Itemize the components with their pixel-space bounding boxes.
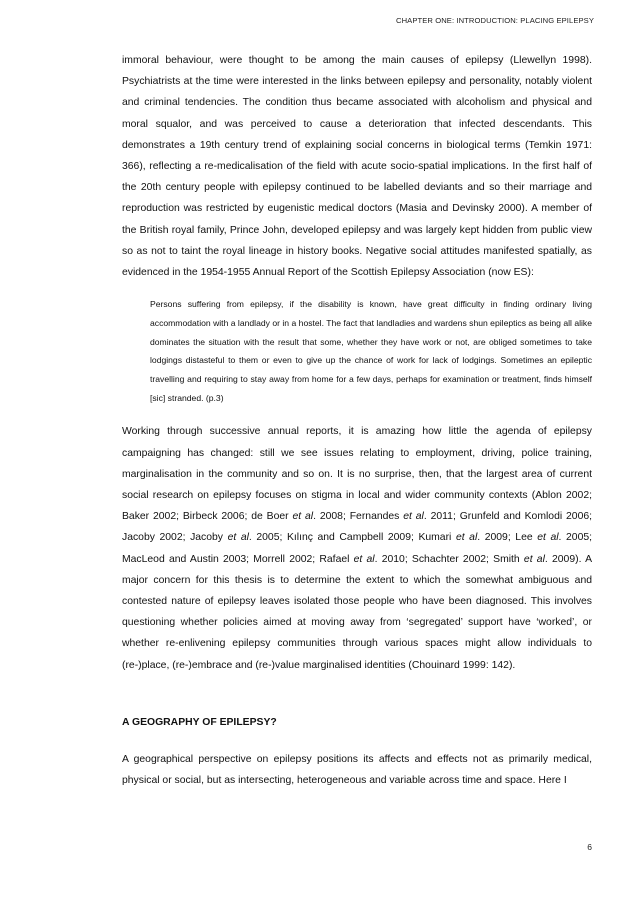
body-paragraph-2 xyxy=(122,421,592,675)
et-al-italic: et al xyxy=(537,532,559,544)
text-run: . 2005; MacLeod and Austin 2003; Morrell 2002; Rafael xyxy=(122,532,593,565)
text-run: . 2009). A major concern for this thesis is to determine the extent to which the somewhat ambiguous and contested nature of epilepsy leaves isolated those people who have been diagnosed. This involves questioning whether policies aimed at moving away from ‘segregated’ support have ‘worked’, or whether re-enlivening epilepsy communities through various spaces might allow individuals to (re-)place, (re-)embrace and (re-)value marginalised identities (Chouinard 1999: 142). xyxy=(122,553,593,671)
running-head: CHAPTER ONE: INTRODUCTION: PLACING EPILEPSY xyxy=(396,16,594,25)
page-body xyxy=(122,50,592,791)
body-paragraph-1: immoral behaviour, were thought to be among the main causes of epilepsy (Llewellyn 1998). Psychiatrists at the time were interested in the links between epilepsy and personality, notably violent and criminal tendencies. The condition thus became associated with alcoholism and physical and moral squalor, and was perceived to cause a deterioration that infected descendants. This demonstrates a 19th century trend of explaining social concerns in biological terms (Temkin 1971: 366), reflecting a re-medicalisation of the field with acute socio-spatial implications. In the first half of the 20th century people with epilepsy continued to be labelled deviants and so their marriage and reproduction was restricted by eugenistic medical doctors (Masia and Devinsky 2000). A member of the British royal family, Prince John, developed epilepsy and was largely kept hidden from public view so as not to taint the royal lineage in history books. Negative social attitudes manifested spatially, as evidenced in the 1954-1955 Annual Report of the Scottish Epilepsy Association (now ES): xyxy=(122,55,592,279)
text-run: . 2005; Kılınç and Campbell 2009; Kumari xyxy=(248,532,456,544)
text-run: . 2008; Fernandes xyxy=(313,511,404,523)
et-al-italic: et al xyxy=(353,553,375,565)
et-al-italic: et al xyxy=(403,511,424,523)
text-run: . 2011; Grunfeld and Komlodi 2006; Jacoby 2002; Jacoby xyxy=(122,511,593,544)
et-al-italic: et al xyxy=(292,511,314,523)
text-run: . 2010; Schachter 2002; Smith xyxy=(374,553,524,565)
text-run: . 2009; Lee xyxy=(477,532,538,544)
et-al-italic: et al xyxy=(455,532,478,544)
et-al-italic: et al xyxy=(523,553,545,565)
page-number: 6 xyxy=(587,842,592,852)
block-quote: Persons suffering from epilepsy, if the disability is known, have great difficulty in finding ordinary living accommodation with a landlady or in a hostel. The fact that landladies and wardens shun epileptics as being all alike dominates the situation with the result that some, whether they have work or not, are obliged sometimes to take lodgings distasteful to them or even to give up the chance of work for lack of lodgings. Sometimes an epileptic travelling and requiring to stay away from home for a few days, perhaps for examination or treatment, finds himself [sic] stranded. (p.3) xyxy=(150,299,592,403)
body-paragraph-3: A geographical perspective on epilepsy positions its affects and effects not as primarily medical, physical or social, but as intersecting, heterogeneous and variable across time and space. Here I xyxy=(122,753,592,787)
section-heading: A GEOGRAPHY OF EPILEPSY? xyxy=(122,716,277,728)
et-al-italic: et al xyxy=(227,532,249,544)
text-run: Working through successive annual reports, it is amazing how little the agenda of epilepsy campaigning has changed: still we see issues relating to employment, driving, police training, marginalisation in the community and so on. It is no surprise, then, that the largest area of current social research on epilepsy focuses on stigma in local and wider community contexts (Ablon 2002; Baker 2002; Birbeck 2006; de Boer xyxy=(122,426,592,523)
